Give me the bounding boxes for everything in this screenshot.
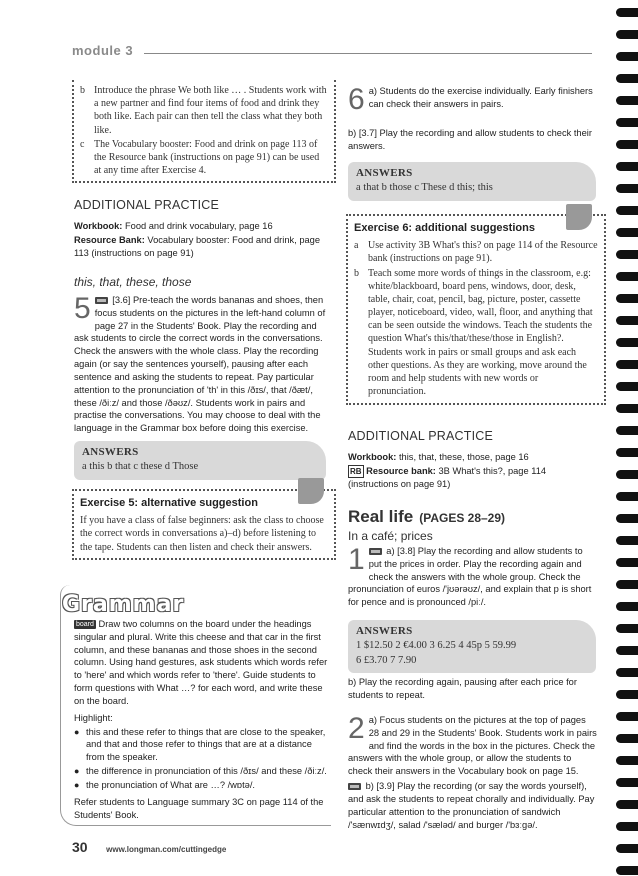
real-life-subheading: In a café; prices: [348, 529, 433, 544]
binding-ring: [616, 470, 638, 479]
binding-ring: [616, 668, 638, 677]
module-title: module 3: [72, 43, 134, 58]
list-item: a Use activity 3B What's this? on page 114 of the Resource bank (instructions on page 91).: [354, 240, 598, 265]
exercise-text: [3.6] Pre-teach the words bananas and shoes, then focus students on the pictures in the left-hand column of page 27 in the Students' Book. Play the recording and ask students to circle the correct words in the conversations. Check the answers with the whole class. Play the recording again (or say the sentences yourself), pausing after each sentence and asking the students to repeat. Pay particular attention to the pronunciation of 'th' in this /ðɪs/, that /ðæt/, these /ðiːz/ and those /ðəʊz/. Students work in pairs and practise the conversations. You may choose to deal with the language in the Grammar box before doing this exercise.: [74, 295, 326, 434]
exercise-6-suggestion-box: [346, 214, 606, 405]
binding-ring: [616, 580, 638, 589]
binding-ring: [616, 712, 638, 721]
binding-ring: [616, 822, 638, 831]
binding-ring: [616, 844, 638, 853]
grammar-intro: board Draw two columns on the board under the headings singular and plural. Write this cheese and that car in the first column, and these bananas and those shoes in the second column. Using hand gestures, ask students which words refer to 'here' and which words refer to 'there'. Guide students to form questions with What …? for each word, and write these on the board.: [74, 619, 328, 706]
binding-ring: [616, 646, 638, 655]
exercise-number: 5: [74, 292, 91, 325]
exercise-1: [348, 545, 598, 609]
binding-ring: [616, 690, 638, 699]
binding-ring: [616, 602, 638, 611]
binding-ring: [616, 74, 638, 83]
list-item: ● the pronunciation of What are …? /wɒtə/.: [74, 779, 255, 790]
exercise-number: 1: [348, 543, 365, 576]
binding-ring: [616, 624, 638, 633]
resource-line: RB Resource bank: 3B What's this?, page 114 (instructions on page 91): [348, 466, 547, 490]
grammar-refer: Refer students to Language summary 3C on page 114 of the Students' Book.: [74, 796, 324, 820]
exercise-1b: b) Play the recording again, pausing after each price for students to repeat.: [348, 677, 577, 700]
binding-ring: [616, 492, 638, 501]
binding-ring: [616, 338, 638, 347]
list-item: c The Vocabulary booster: Food and drink on page 113 of the Resource bank (instructions on page 91) can be used at any time after Exercise 4.: [80, 138, 320, 177]
grammar-body: [74, 618, 332, 822]
board-icon: board: [76, 620, 94, 628]
binding-ring: [616, 734, 638, 743]
exercise-5-suggestion-box: [72, 489, 336, 560]
binding-ring: [616, 118, 638, 127]
binding-ring: [616, 382, 638, 391]
binding-ring: [616, 778, 638, 787]
section-heading: ADDITIONAL PRACTICE: [348, 429, 494, 443]
cd-icon: [348, 783, 361, 790]
exercise-number: 2: [348, 712, 365, 745]
binding-ring: [616, 866, 638, 875]
workbook-line: Workbook: Food and drink vocabulary, page 16: [74, 221, 273, 232]
list-item: ● the difference in pronunciation of this /ðɪs/ and these /ðiːz/.: [74, 766, 327, 777]
binding-ring: [616, 316, 638, 325]
binding-ring: [616, 30, 638, 39]
binding-ring: [616, 52, 638, 61]
binding-ring: [616, 272, 638, 281]
answers-box: ANSWERS a that b those c These d this; this: [348, 162, 596, 201]
box-title: Exercise 6: additional suggestions: [354, 222, 535, 234]
binding-ring: [616, 558, 638, 567]
real-life-heading: Real life (PAGES 28–29) In a café; prices: [348, 505, 598, 545]
exercise-text: a) Students do the exercise individually. Early finishers can check their answers in pairs.: [368, 86, 593, 109]
binding-ring: [616, 294, 638, 303]
exercise-6a: [348, 83, 596, 116]
rb-icon: RB: [348, 465, 364, 478]
binding-ring: [616, 184, 638, 193]
page-curl-icon: [298, 478, 324, 504]
cd-icon: [95, 297, 108, 304]
binding-ring: [616, 360, 638, 369]
spiral-binding: [612, 0, 638, 876]
exercise-6b: b) [3.7] Play the recording and allow students to check their answers.: [348, 128, 592, 151]
answers-box: ANSWERS a this b that c these d Those: [74, 441, 326, 480]
binding-ring: [616, 756, 638, 765]
box-text: If you have a class of false beginners: ask the class to choose the correct words in conversations a)–d) before listening to the tape. Students can then listen and check their answers.: [80, 515, 324, 553]
page-footer: [72, 838, 372, 857]
workbook-line: Workbook: this, that, these, those, page 16: [348, 452, 529, 463]
exercise-text-a: a) Focus students on the pictures at the top of pages 28 and 29 in the Students' Book. Students work in pairs and find the words in the box in the pictures. Check the answers with the whole group, or allow the students to check their answers in the Vocabulary book on page 15.: [348, 715, 597, 777]
resource-line: Resource Bank: Vocabulary booster: Food and drink, page 113 (instructions on page 91): [74, 235, 321, 258]
exercise-5: [74, 294, 326, 435]
cd-icon: [369, 548, 382, 555]
list-item: b Teach some more words of things in the classroom, e.g: white/blackboard, board pens, windows, door, desk, table, chair, coat, pencil, bag, picture, poster, cassette player, noticeboard, video, wall, floor, and anything that can be seen outside the windows. Teach the students the question What's this/that/these/those in English?. Students work in pairs or small groups and ask each other questions. As they are working, move around the room and help students with new words or pronunciation.: [354, 267, 593, 398]
binding-ring: [616, 250, 638, 259]
box-title: Exercise 5: alternative suggestion: [80, 497, 258, 509]
binding-ring: [616, 536, 638, 545]
footer-url: www.longman.com/cuttingedge: [106, 845, 227, 854]
additional-practice-right: [348, 428, 598, 492]
exercise-2: [348, 714, 598, 832]
section-heading: ADDITIONAL PRACTICE: [74, 198, 220, 212]
grammar-title: Grammar: [62, 592, 185, 617]
exercise-number: 6: [348, 83, 365, 116]
topbox: [72, 80, 336, 183]
binding-ring: [616, 514, 638, 523]
binding-ring: [616, 8, 638, 17]
header-rule: [144, 53, 592, 54]
binding-ring: [616, 206, 638, 215]
binding-ring: [616, 426, 638, 435]
additional-practice-left: [74, 197, 326, 261]
exercise-text: a) [3.8] Play the recording and allow students to put the prices in order. Play the recording again and check the answers with the whole group. Check the pronunciation of euros /'jʊərəʊz/, and explain that p is short for pence and is pronounced /piː/.: [348, 546, 592, 608]
list-item: ● this and these refer to things that are close to the speaker, and that and those refer to things that are at a distance from the speaker.: [74, 726, 326, 763]
binding-ring: [616, 404, 638, 413]
binding-ring: [616, 228, 638, 237]
list-item: b Introduce the phrase We both like … . Students work with a new partner and find four items of food and drink they both like. Each pair can then tell the class what they both like.: [80, 85, 327, 136]
binding-ring: [616, 162, 638, 171]
page-number: 30: [72, 839, 88, 855]
answers-box: ANSWERS 1 $12.50 2 €4.00 3 6.25 4 45p 5 59.99 6 £3.70 7 7.90: [348, 620, 596, 673]
binding-ring: [616, 96, 638, 105]
highlight-label: Highlight:: [74, 712, 113, 723]
binding-ring: [616, 448, 638, 457]
subsection-heading: this, that, these, those: [74, 275, 192, 289]
binding-ring: [616, 140, 638, 149]
page-header: [72, 42, 592, 56]
page-curl-icon: [566, 204, 592, 230]
exercise-text-b: b) [3.9] Play the recording (or say the words yourself), and ask the students to repeat chorally and individually. Pay particular attention to the pronunciation of sandwich /'sænwɪdʒ/, salad /'sæləd/ and burger /'bɜːgə/.: [348, 781, 595, 830]
binding-ring: [616, 800, 638, 809]
